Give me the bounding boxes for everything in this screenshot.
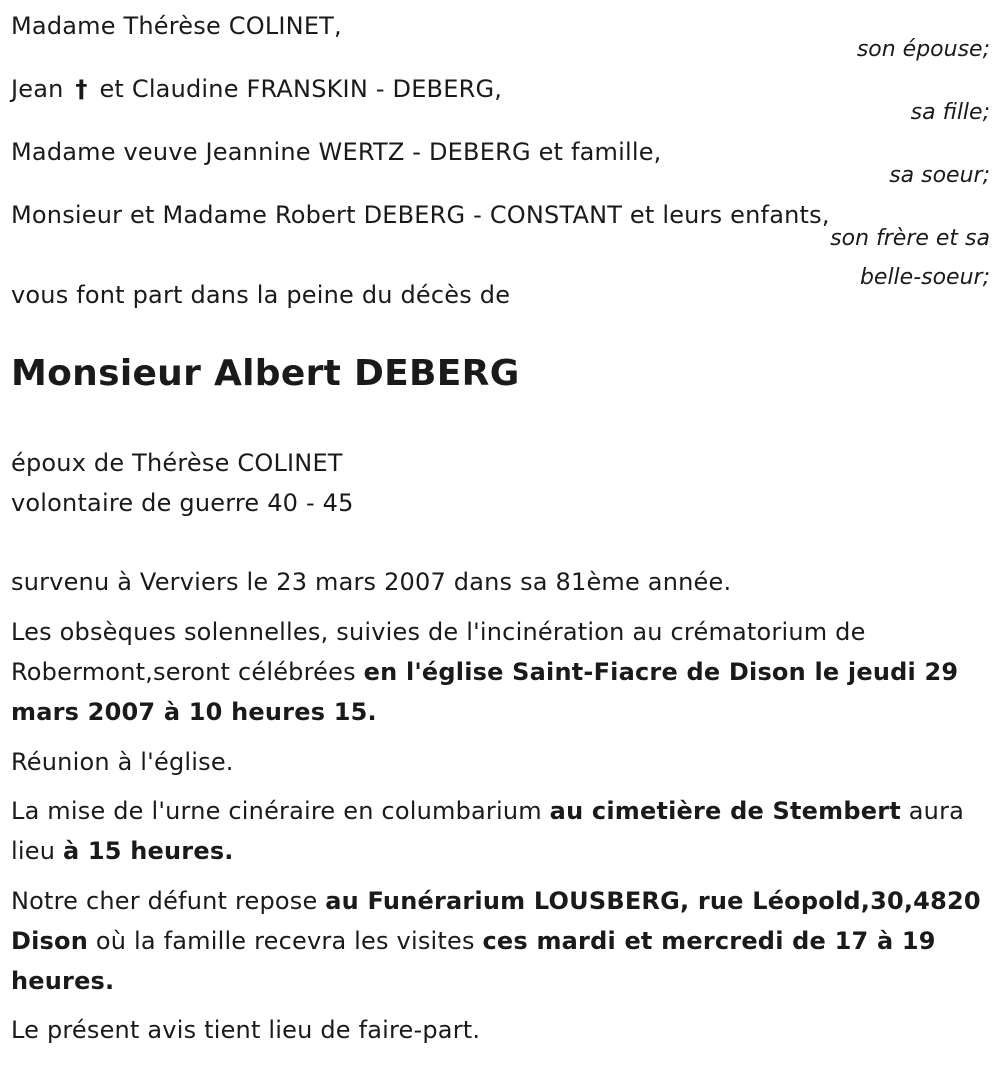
closing-note: Le présent avis tient lieu de faire-part. [11,1016,481,1044]
rest-place: au Funérarium LOUSBERG, rue Léopold,30,4820 Dison [11,887,981,955]
family-line-2 [11,74,502,104]
urn-place: au cimetière de Stembert [549,797,901,825]
relation-brother-2: belle-soeur; [859,265,990,290]
rest-paragraph [11,881,986,1001]
relation-daughter: sa fille; [910,100,990,125]
deceased-note: volontaire de guerre 40 - 45 [11,489,354,517]
rest-text-2: où la famille recevra les visites [88,927,483,955]
funeral-text: Les obsèques solennelles, suivies de l'incinération au crématorium de Robermont,seront célébrées [11,618,866,686]
urn-text-2: aura lieu [11,797,965,865]
family-line-2-first: Jean [11,75,64,103]
family-line-4: Monsieur et Madame Robert DEBERG - CONSTANT et leurs enfants, [11,201,830,229]
family-line-2-rest: et Claudine FRANSKIN - DEBERG, [99,75,503,103]
rest-text-1: Notre cher défunt repose [11,887,326,915]
cross-icon: † [75,75,88,103]
funeral-details: en l'église Saint-Fiacre de Dison le jeudi 29 mars 2007 à 10 heures 15. [11,658,959,726]
funeral-paragraph [11,612,986,732]
relation-sister: sa soeur; [889,163,990,188]
family-line-3: Madame veuve Jeannine WERTZ - DEBERG et famille, [11,138,662,166]
relation-spouse: son épouse; [856,37,990,62]
rest-visits: ces mardi et mercredi de 17 à 19 heures. [11,927,936,995]
urn-time: à 15 heures. [62,837,234,865]
death-notice: survenu à Verviers le 23 mars 2007 dans sa 81ème année. [11,568,732,596]
intro-text: vous font part dans la peine du décès de [11,281,511,309]
urn-paragraph [11,791,986,871]
family-line-1: Madame Thérèse COLINET, [11,12,342,40]
urn-text-1: La mise de l'urne cinéraire en columbarium [11,797,550,825]
relation-brother-1: son frère et sa [830,226,990,251]
meeting-note: Réunion à l'église. [11,748,234,776]
deceased-name: Monsieur Albert DEBERG [11,353,520,394]
deceased-spouse: époux de Thérèse COLINET [11,449,343,477]
